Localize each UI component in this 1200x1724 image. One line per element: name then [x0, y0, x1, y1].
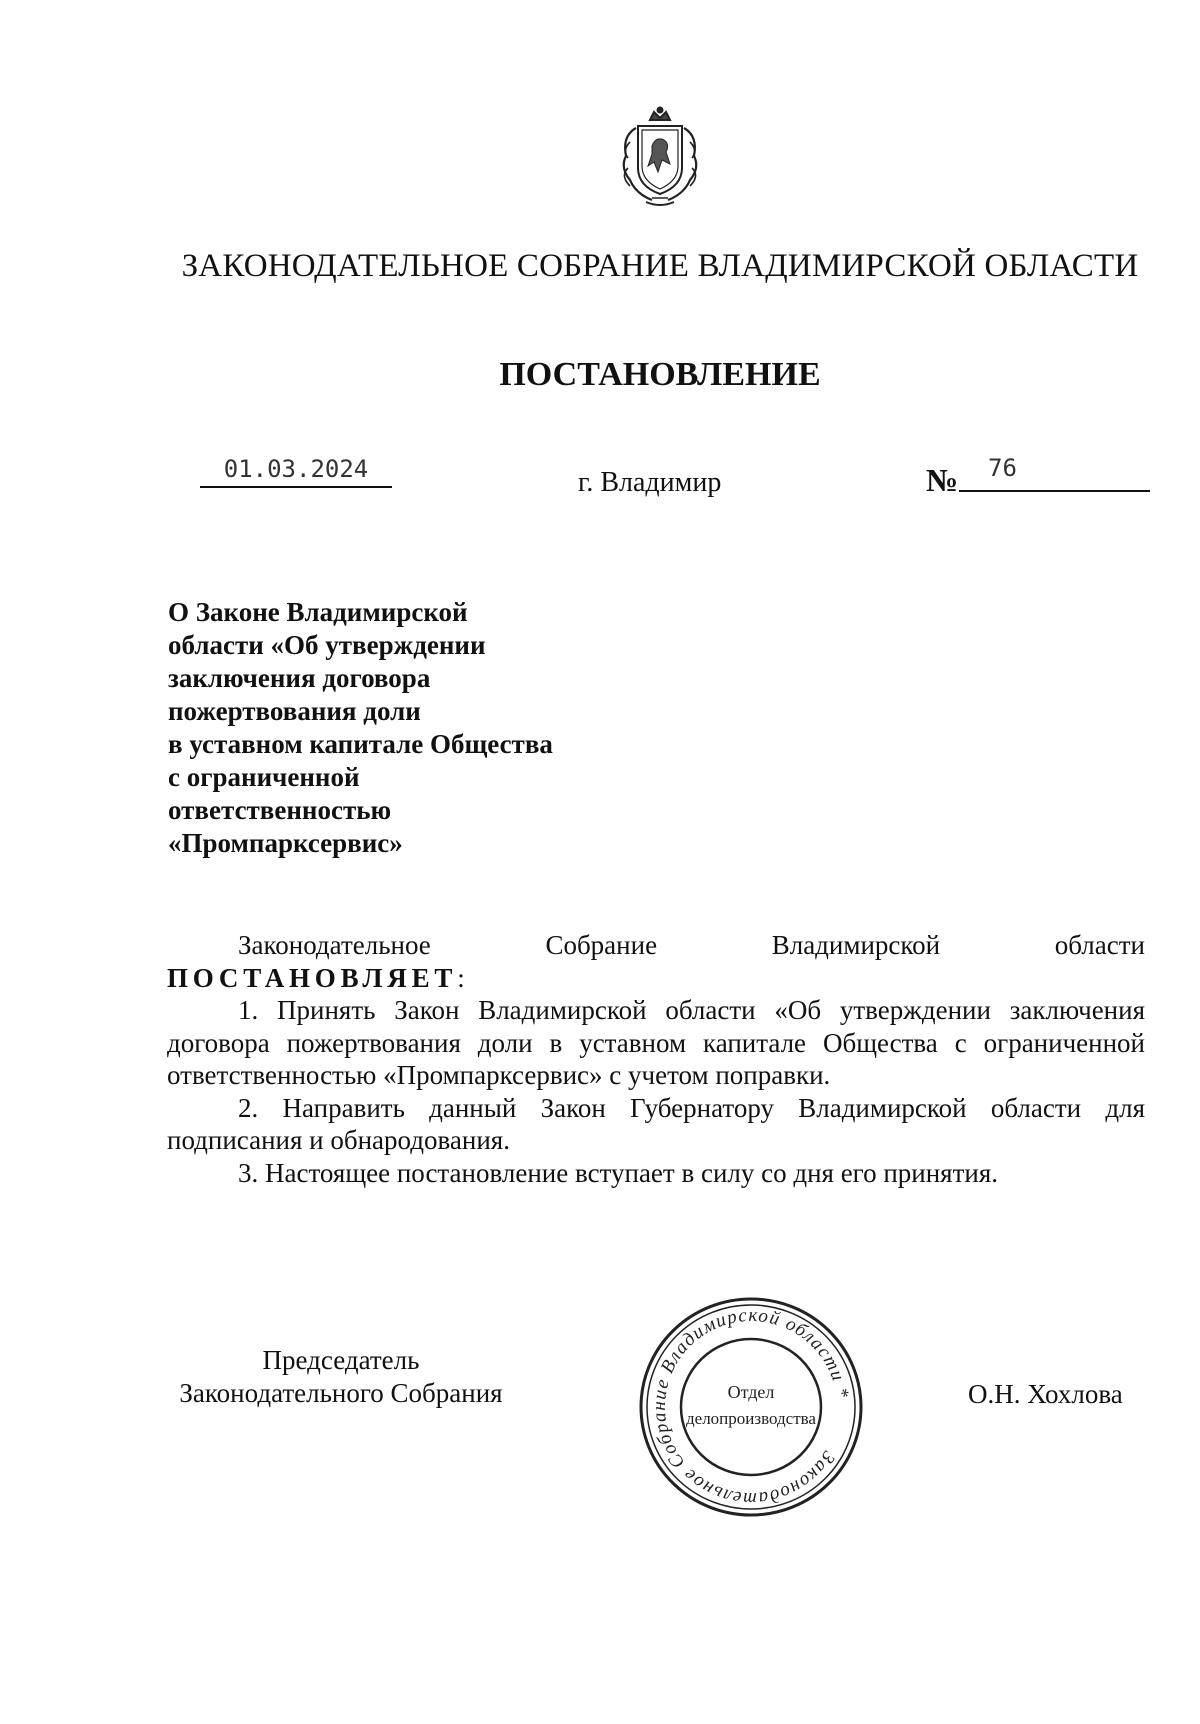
official-seal-stamp	[636, 1292, 866, 1522]
subject-line: пожертвования доли	[168, 696, 421, 726]
svg-text:Законодательное Собрание Влади: Законодательное Собрание Владимирской области *	[648, 1304, 853, 1510]
document-subject	[168, 596, 553, 860]
document-type: ПОСТАНОВЛЕНИЕ	[499, 356, 821, 393]
signatory-title-line: Председатель	[262, 1345, 420, 1375]
number-underline	[959, 490, 1150, 492]
document-body	[167, 929, 1145, 1189]
coat-of-arms-icon	[612, 106, 708, 210]
subject-line: О Законе Владимирской	[168, 597, 468, 627]
body-item: 1. Принять Закон Владимирской области «Об утверждении заключения договора пожертвования доли в уставном капитале Общества с ограниченной ответственностью «Промпарксервис» с учетом поправки.	[167, 995, 1145, 1090]
body-resolves-line	[167, 962, 1145, 995]
svg-text:делопроизводства: делопроизводства	[686, 1409, 816, 1428]
number-sign: №	[926, 462, 959, 498]
document-city: г. Владимир	[578, 467, 722, 498]
body-resolves: ПОСТАНОВЛЯЕТ	[167, 962, 458, 993]
signatory-title	[168, 1344, 514, 1410]
body-intro: Законодательное Собрание Владимирской области	[238, 930, 1145, 960]
svg-text:Отдел: Отдел	[727, 1382, 775, 1402]
subject-line: в уставном капитале Общества	[168, 729, 553, 759]
subject-line: заключения договора	[168, 663, 431, 693]
body-resolves-colon: :	[457, 962, 465, 993]
document-number: 76	[988, 454, 1017, 482]
signatory-title-line: Законодательного Собрания	[179, 1378, 503, 1408]
signatory-name: О.Н. Хохлова	[968, 1379, 1123, 1409]
body-item: 2. Направить данный Закон Губернатору Владимирской области для подписания и обнародования.	[167, 1092, 1145, 1155]
organization-name: ЗАКОНОДАТЕЛЬНОЕ СОБРАНИЕ ВЛАДИМИРСКОЙ ОБЛАСТИ	[181, 248, 1139, 284]
subject-line: с ограниченной	[168, 762, 360, 792]
subject-line: «Промпарксервис»	[168, 828, 403, 858]
body-item: 3. Настоящее постановление вступает в силу со дня его принятия.	[238, 1157, 999, 1188]
subject-line: области «Об утверждении	[168, 630, 486, 660]
subject-line: ответственностью	[168, 795, 392, 825]
document-date: 01.03.2024	[200, 455, 392, 488]
